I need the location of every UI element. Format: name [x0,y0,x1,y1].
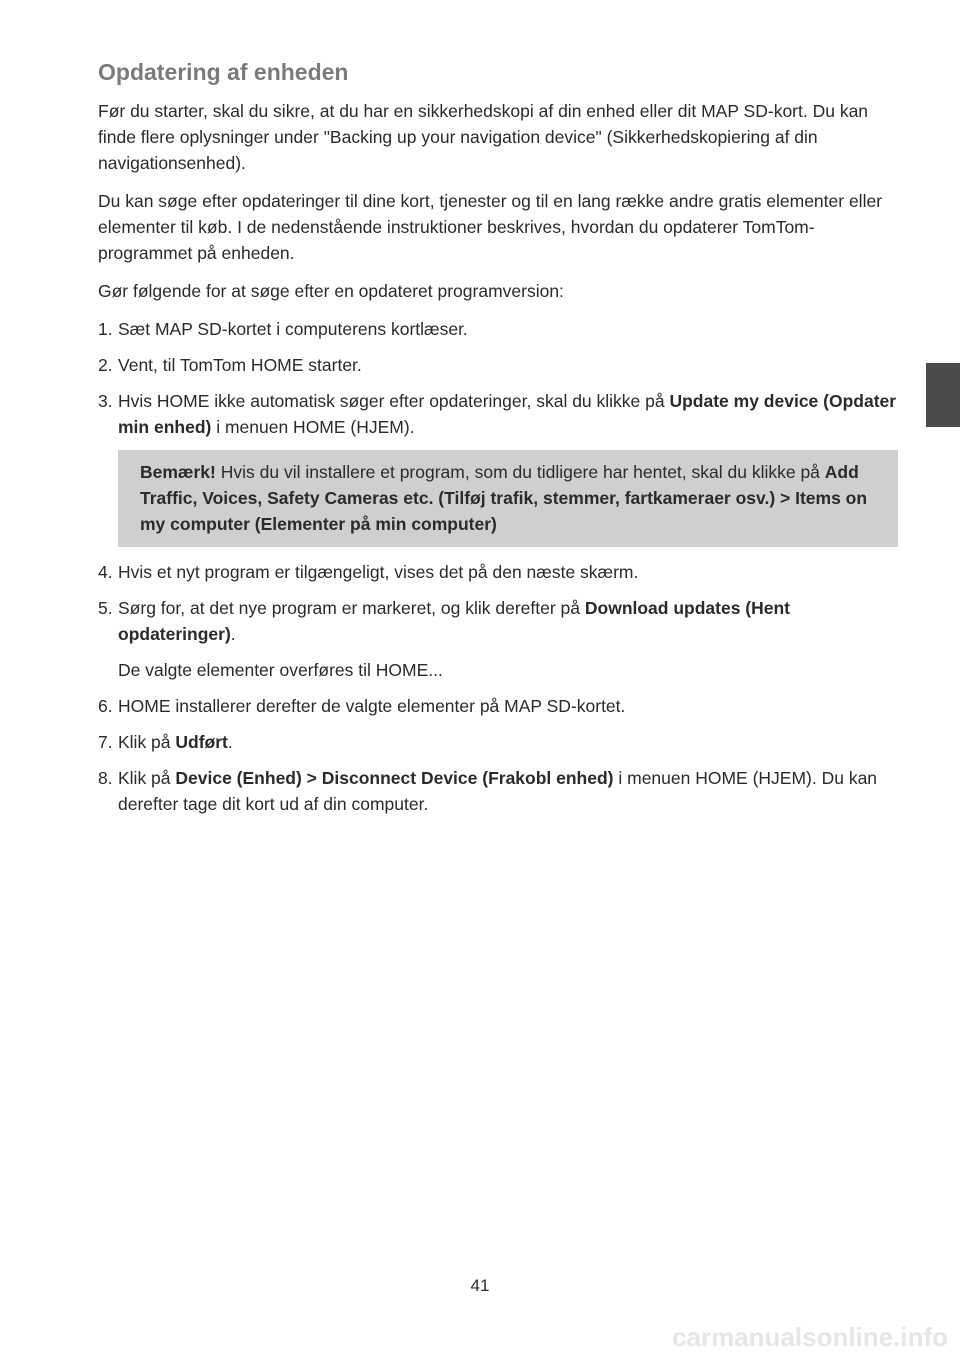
step-text: Vent, til TomTom HOME starter. [118,355,362,375]
step-number: 1. [98,319,113,339]
step-text: i menuen HOME (HJEM). [211,417,415,437]
note-menu-path: Add Traffic, Voices, Safety Cameras etc. (Tilføj trafik, stemmer, fartkameraer osv.) > Items on my computer (Elementer på min computer) [140,462,868,534]
step-text: HOME installerer derefter de valgte elementer på MAP SD-kortet. [118,696,626,716]
step-1 [98,316,898,342]
step-5 [98,595,898,683]
menu-command-disconnect-device: Device (Enhed) > Disconnect Device (Frakobl enhed) [175,768,614,788]
step-text: Hvis HOME ikke automatisk søger efter opdateringer, skal du klikke på [118,391,670,411]
step-3 [98,388,898,440]
chapter-tab-marker [926,363,960,427]
menu-command-download-updates: Download updates (Hent opdateringer) [118,598,791,644]
step-7 [98,729,898,755]
step-text: i menuen HOME (HJEM). Du kan derefter tage dit kort ud af din computer. [118,768,878,814]
step-text: . [227,732,233,752]
intro-paragraph-backup: Før du starter, skal du sikre, at du har en sikkerhedskopi af din enhed eller dit MAP SD-kort. Du kan finde flere oplysninger under "Backing up your navigation device" (Sikkerhedskopiering af din navigationsenhed). [98,101,869,173]
intro-paragraph-updates: Du kan søge efter opdateringer til dine kort, tjenester og til en lang række andre gratis elementer eller elementer til køb. I de nedenstående instruktioner beskrives, hvordan du opdaterer TomTom-programmet på enheden. [98,191,883,263]
step-number: 3. [98,391,113,411]
step-text: Hvis et nyt program er tilgængeligt, vises det på den næste skærm. [118,562,639,582]
note-text: Hvis du vil installere et program, som du tidligere har hentet, skal du klikke på [215,462,825,482]
page-number: 41 [470,1276,490,1295]
step-number: 2. [98,355,113,375]
page-title: Opdatering af enheden [98,59,349,85]
step-text: Sæt MAP SD-kortet i computerens kortlæser. [118,319,468,339]
note-box [118,450,898,547]
step-number: 4. [98,562,113,582]
steps-list [98,316,898,440]
menu-command-done: Udført [175,732,228,752]
step-6 [98,693,898,719]
step-number: 6. [98,696,113,716]
intro-paragraph-instruction: Gør følgende for at søge efter en opdateret programversion: [98,281,564,301]
site-watermark: carmanualsonline.info [672,1322,948,1352]
menu-command-update-my-device: Update my device (Opdater min enhed) [118,391,897,437]
step-text: Sørg for, at det nye program er markeret, og klik derefter på [118,598,585,618]
step-2 [98,352,898,378]
steps-list-continued [98,559,898,817]
step-number: 8. [98,768,113,788]
manual-page-content [98,56,898,827]
step-8 [98,765,898,817]
step-number: 7. [98,732,113,752]
step-4 [98,559,898,585]
step-text: . [230,624,236,644]
note-label: Bemærk! [140,462,216,482]
step-number: 5. [98,598,113,618]
step-text: Klik på [118,768,176,788]
step-5-subtext: De valgte elementer overføres til HOME... [118,660,443,680]
step-text: Klik på [118,732,176,752]
